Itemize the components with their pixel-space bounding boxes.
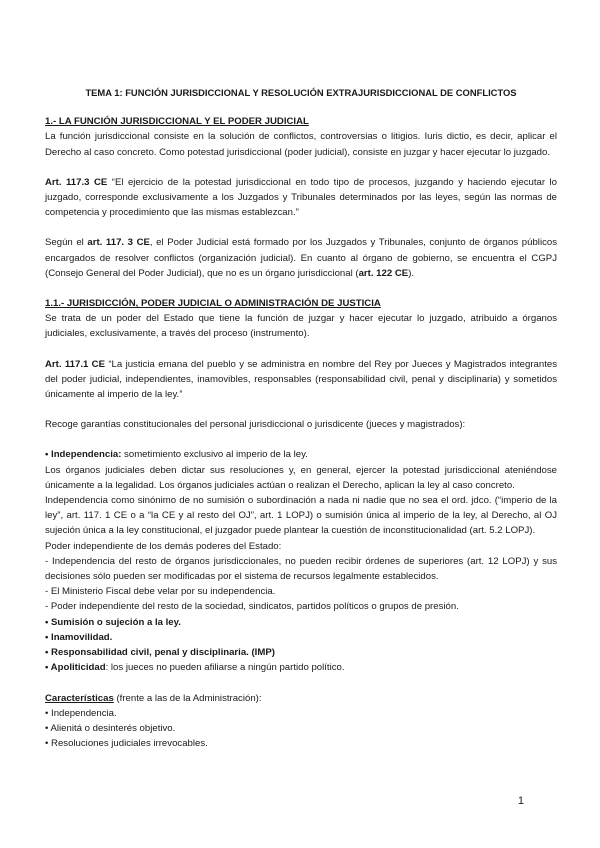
poder-judicial-paragraph: [45, 235, 557, 281]
section-1-1-intro: Se trata de un poder del Estado que tiene la función de juzgar y hacer ejecutar lo juzgado, atribuido a órganos judiciales, exclusivamente, a través del proceso (instrumento).: [45, 313, 557, 340]
section-1-heading: 1.- LA FUNCIÓN JURISDICCIONAL Y EL PODER JUDICIAL: [45, 116, 309, 128]
responsabilidad-bullet: • Responsabilidad civil, penal y disciplinaria. (IMP): [45, 647, 275, 659]
article-text: “La justicia emana del pueblo y se administra en nombre del Rey por Jueces y Magistrados integrantes del poder judicial, independientes, inamovibles, responsables (responsabilidad civil, penal y disciplinaria) y sometidos únicamente al imperio de la ley.”: [45, 358, 557, 401]
caracteristica-item: • Alienitá o desinterés objetivo.: [45, 722, 176, 734]
caracteristicas-label: Características: [45, 692, 114, 704]
dash-item: - Independencia del resto de órganos jurisdiccionales, no pueden recibir órdenes de superiores (art. 12 LOPJ) y sus decisiones sólo pueden ser modificadas por el sistema de recursos legalmente establecidos.: [45, 555, 557, 583]
article-text: “El ejercicio de la potestad jurisdiccional en todo tipo de procesos, juzgando y haciendo ejecutar lo juzgado, corresponde exclusivamente a los Juzgados y Tribunales determinados por las leyes, según las normas de competencia y procedimiento que las mismas establezcan.”: [45, 176, 557, 219]
bullet-label: • Apoliticidad: [45, 662, 106, 674]
caracteristicas-text: (frente a las de la Administración):: [113, 692, 262, 704]
article-ref: Art. 117.3 CE: [45, 176, 108, 188]
dash-item: - El Ministerio Fiscal debe velar por su independencia.: [45, 586, 276, 598]
caracteristica-item: • Independencia.: [45, 707, 117, 719]
article-ref: art. 117. 3 CE: [87, 237, 150, 249]
bullet-text: : los jueces no pueden afiliarse a ningún partido político.: [105, 662, 345, 674]
text-span: , art. 117. 1 CE o a “la CE y al resto del OJ”, art. 1 LOPJ) o sumisión única al imperio de la ley, al Derecho, al OJ sujeción única a la ley constitucional, el juzgador puede plantear la cuestión de inconstitucionalidad (art. 5.2 LOPJ).: [45, 510, 557, 537]
independencia-bullet: [45, 447, 557, 462]
guarantees-intro: Recoge garantías constitucionales del personal jurisdiccional o jurisdicente (jueces y magistrados):: [45, 419, 466, 431]
page-number: 1: [517, 795, 524, 807]
apoliticidad-bullet: [45, 660, 557, 675]
poder-independiente-line: Poder independiente de los demás poderes del Estado:: [45, 540, 282, 552]
section-1-intro: La función jurisdiccional consiste en la solución de conflictos, controversias o litigios. Iuris dictio, es decir, aplicar el Derecho al caso concreto. Como potestad jurisdiccional (poder judicial), consiste en juzgar y hacer ejecutar lo juzgado.: [45, 131, 557, 158]
article-117-1-quote: [45, 357, 557, 403]
section-1-1-heading: 1.1.- JURISDICCIÓN, PODER JUDICIAL O ADMINISTRACIÓN DE JUSTICIA: [45, 298, 381, 310]
inamovilidad-bullet: • Inamovilidad.: [45, 631, 113, 643]
dash-item: - Poder independiente del resto de la sociedad, sindicatos, partidos políticos o grupos de presión.: [45, 601, 459, 613]
article-ref: art. 122 CE: [358, 267, 409, 279]
article-ref: Art. 117.1 CE: [45, 358, 106, 370]
sumision-bullet: • Sumisión o sujeción a la ley.: [45, 616, 181, 628]
text-span: ).: [408, 267, 415, 279]
page-content: [45, 85, 557, 751]
bullet-label: • Independencia:: [45, 449, 122, 461]
caracteristicas-heading: [45, 691, 557, 706]
text-span: Según el: [45, 237, 88, 249]
independencia-paragraph-1: Los órganos judiciales deben dictar sus resoluciones y, en general, ejercer la potestad jurisdiccional ateniéndose únicamente a la legalidad. Los órganos judiciales actúan o realizan el Derecho, aplican la ley al caso concreto.: [45, 464, 557, 491]
article-117-3-quote: [45, 175, 557, 221]
independencia-paragraph-2: [45, 493, 557, 539]
text-span: Independencia como sinónimo de no sumisión o subordinación a nada ni nadie que no sea el ord. jdco. (“imperio de la ley”: [45, 495, 557, 522]
caracteristica-item: • Resoluciones judiciales irrevocables.: [45, 738, 208, 750]
text-span: , el Poder Judicial está formado por los Juzgados y Tribunales, conjunto de órganos públicos encargados de resolver conflictos (organización judicial). En cuanto al órgano de gobierno, se encuentra el CGPJ (Consejo General del Poder Judicial), que no es un órgano jurisdiccional (: [45, 237, 558, 279]
bullet-text: sometimiento exclusivo al imperio de la ley.: [121, 449, 308, 461]
document-title: TEMA 1: FUNCIÓN JURISDICCIONAL Y RESOLUCIÓN EXTRAJURISDICCIONAL DE CONFLICTOS: [85, 87, 517, 98]
